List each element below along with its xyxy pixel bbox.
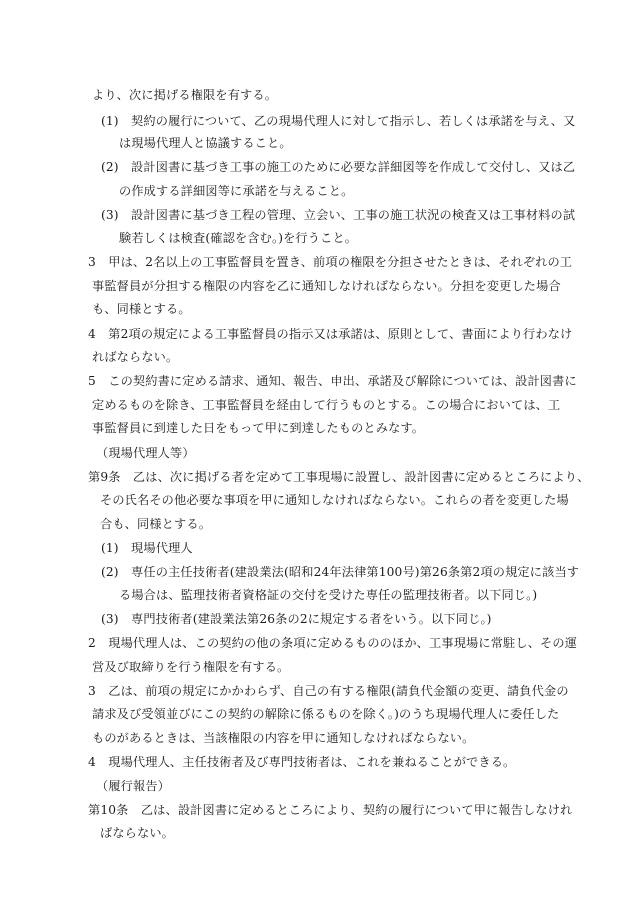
text-line: の作成する詳細図等に承諾を与えること。 bbox=[119, 184, 354, 198]
section-heading: （履行報告） bbox=[96, 779, 171, 793]
text-line: 事監督員に到達した日をもって甲に到達したものとみなす。 bbox=[92, 421, 425, 435]
section-heading: （現場代理人等） bbox=[96, 446, 195, 460]
text-line: 請求及び受領並びにこの契約の解除に係るものを除く。)のうち現場代理人に委任した bbox=[92, 707, 560, 721]
list-item-1: (1) 現場代理人 bbox=[101, 541, 193, 555]
list-item-1: (1) 契約の履行について、乙の現場代理人に対して指示し、若しくは承諾を与え、又 bbox=[101, 114, 576, 128]
paragraph-4: 4 第2項の規定による工事監督員の指示又は承諾は、原則として、書面により行わなけ bbox=[88, 327, 573, 341]
paragraph-4: 4 現場代理人、主任技術者及び専門技術者は、これを兼ねることができる。 bbox=[88, 755, 516, 769]
text-line: は現場代理人と協議すること。 bbox=[119, 136, 292, 150]
paragraph-3: 3 乙は、前項の規定にかかわらず、自己の有する権限(請負代金額の変更、請負代金の bbox=[88, 684, 569, 698]
text-line: より、次に掲げる権限を有する。 bbox=[92, 88, 278, 102]
text-line: 定めるものを除き、工事監督員を経由して行うものとする。この場合においては、工 bbox=[92, 398, 561, 412]
paragraph-2: 2 現場代理人は、この契約の他の条項に定めるもののほか、工事現場に常駐し、その運 bbox=[88, 636, 578, 650]
list-item-3: (3) 専門技術者(建設業法第26条の2に規定する者をいう。以下同じ。) bbox=[101, 612, 492, 626]
text-line: る場合は、監理技術者資格証の交付を受けた専任の監理技術者。以下同じ。) bbox=[119, 588, 538, 602]
list-item-2: (2) 設計図書に基づき工事の施工のために必要な詳細図等を作成して交付し、又は乙 bbox=[101, 160, 576, 174]
text-line: ればならない。 bbox=[92, 350, 179, 364]
text-line: その氏名その他必要な事項を甲に通知しなければならない。これらの者を変更した場 bbox=[100, 493, 569, 507]
text-line: 営及び取締りを行う権限を有する。 bbox=[92, 660, 290, 674]
text-line: 験若しくは検査(確認を含む。)を行うこと。 bbox=[119, 231, 358, 245]
article-9: 第9条 乙は、次に掲げる者を定めて工事現場に設置し、設計図書に定めるところにより、 bbox=[88, 470, 590, 484]
list-item-2: (2) 専任の主任技術者(建設業法(昭和24年法律第100号)第26条第2項の規定に該当す bbox=[101, 565, 580, 579]
text-line: ものがあるときは、当該権限の内容を甲に通知しなければならない。 bbox=[92, 731, 475, 745]
text-line: も、同様とする。 bbox=[92, 302, 191, 316]
list-item-3: (3) 設計図書に基づき工程の管理、立会い、工事の施工状況の検査又は工事材料の試 bbox=[101, 208, 576, 222]
paragraph-5: 5 この契約書に定める請求、通知、報告、申出、承諾及び解除については、設計図書に bbox=[88, 374, 577, 388]
paragraph-3: 3 甲は、2名以上の工事監督員を置き、前項の権限を分担させたときは、それぞれの工 bbox=[88, 255, 573, 269]
text-line: 事監督員が分担する権限の内容を乙に通知しなければならない。分担を変更した場合 bbox=[92, 279, 561, 293]
text-line: 合も、同様とする。 bbox=[100, 517, 212, 531]
article-10: 第10条 乙は、設計図書に定めるところにより、契約の履行について甲に報告しなけれ bbox=[88, 803, 573, 817]
text-line: ばならない。 bbox=[100, 826, 175, 840]
